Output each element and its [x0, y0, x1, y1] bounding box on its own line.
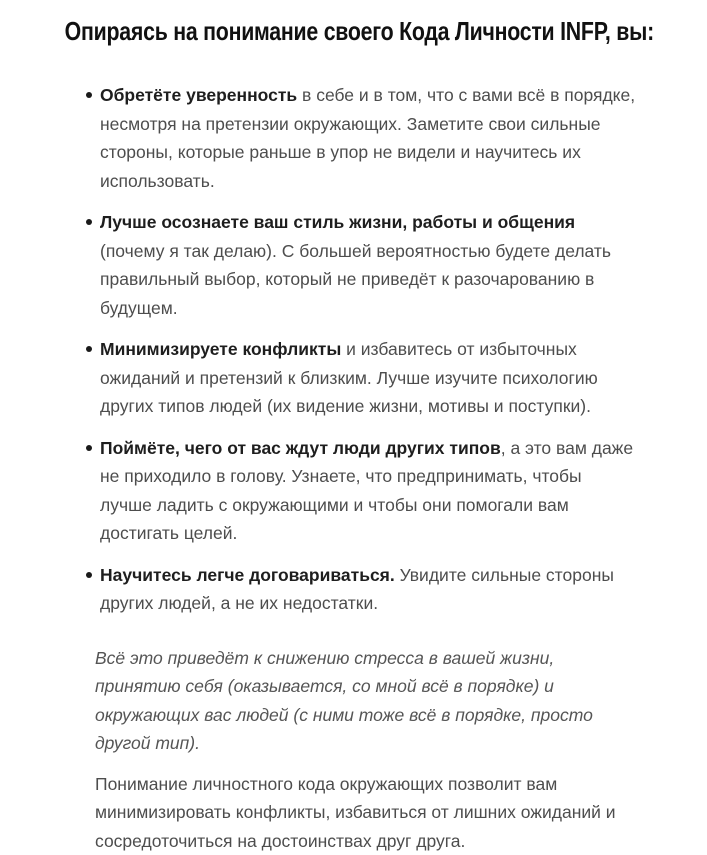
list-item-bold-lead: Обретёте уверенность — [100, 85, 297, 105]
list-item — [100, 81, 637, 195]
list-item-bold-lead: Научитесь легче договариваться. — [100, 565, 395, 585]
list-item-text: , а это вам даже не приходило в голову. Узнаете, что предпринимать, чтобы лучше ладить с окружающими и чтобы они помогали вам достигать целей. — [100, 438, 633, 544]
list-item — [100, 208, 637, 322]
closing-paragraph: Понимание личностного кода окружающих позволит вам минимизировать конфликты, избавиться от лишних ожиданий и сосредоточиться на достоинствах друг друга. — [95, 770, 637, 855]
list-item-text: (почему я так делаю). С большей вероятностью будете делать правильный выбор, который не приведёт к разочарованию в будущем. — [100, 241, 611, 318]
bullet-icon — [86, 219, 92, 225]
list-item-text: и избавитесь от избыточных ожиданий и претензий к близким. Лучше изучите психологию других типов людей (их видение жизни, мотивы и поступки). — [100, 339, 598, 416]
page-title-text: Опираясь на понимание своего Кода Личности INFP, вы: — [65, 16, 654, 47]
content-area — [95, 81, 637, 855]
list-item — [100, 561, 637, 618]
italic-summary-paragraph: Всё это приведёт к снижению стресса в вашей жизни, принятию себя (оказывается, со мной всё в порядке) и окружающих вас людей (с ними тоже всё в порядке, просто другой тип). — [95, 644, 637, 758]
bullet-icon — [86, 572, 92, 578]
list-item-bold-lead: Минимизируете конфликты — [100, 339, 341, 359]
list-item-text: в себе и в том, что с вами всё в порядке, несмотря на претензии окружающих. Заметите свои сильные стороны, которые раньше в упор не видели и научитесь их использовать. — [100, 85, 635, 191]
bullet-icon — [86, 346, 92, 352]
list-item — [100, 434, 637, 548]
list-item-bold-lead: Лучше осознаете ваш стиль жизни, работы и общения — [100, 212, 575, 232]
benefits-list — [95, 81, 637, 618]
page-title — [0, 14, 707, 47]
bullet-icon — [86, 445, 92, 451]
bullet-icon — [86, 92, 92, 98]
list-item — [100, 335, 637, 421]
list-item-text: Увидите сильные стороны других людей, а не их недостатки. — [100, 565, 614, 614]
list-item-bold-lead: Поймёте, чего от вас ждут люди других типов — [100, 438, 501, 458]
